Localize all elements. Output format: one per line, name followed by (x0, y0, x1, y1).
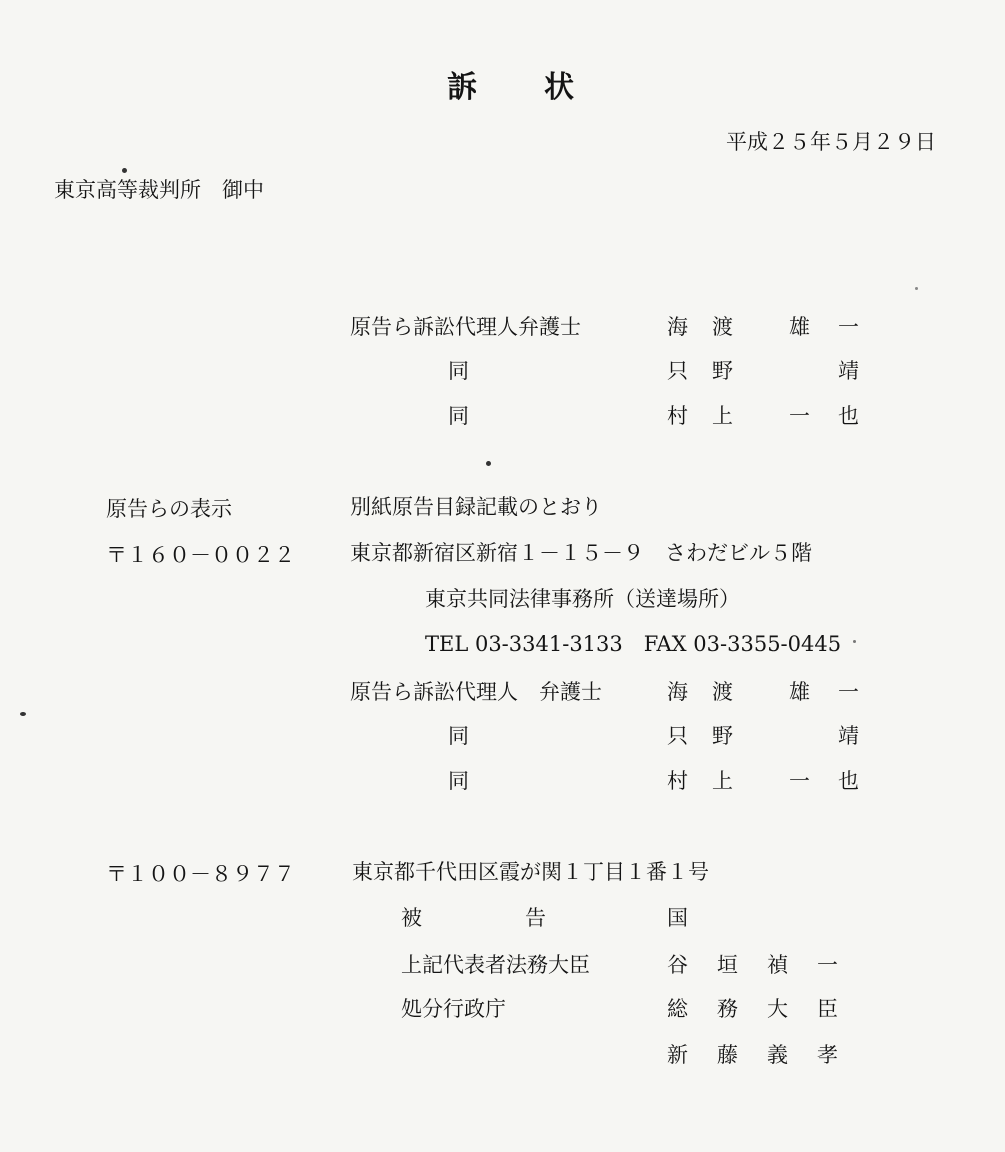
minister-char-4: 孝 (817, 1043, 838, 1067)
defendant-name: 国 (667, 906, 688, 930)
scan-speck (915, 287, 918, 290)
attorney-2-name-4: 靖 (838, 359, 859, 383)
attorney-1-name-4: 一 (838, 315, 859, 339)
representative-char-4: 一 (817, 953, 838, 977)
scan-speck (853, 640, 856, 643)
attorney-1-name-2: 渡 (712, 315, 733, 339)
attorney-2-name-2: 野 (712, 359, 733, 383)
representative-char-3: 禎 (767, 953, 788, 977)
minister-char-3: 義 (767, 1043, 788, 1067)
defendant-role-char-2: 告 (525, 906, 546, 930)
office-attorney-role: 原告ら訴訟代理人 弁護士 (350, 680, 602, 704)
attorney-2-label: 同 (448, 359, 469, 383)
minister-char-2: 藤 (717, 1043, 738, 1067)
attorney-3-name-4: 也 (838, 404, 859, 428)
attorney-3-name-2: 上 (712, 404, 733, 428)
office-attorney-2-name-2: 野 (712, 724, 733, 748)
office-attorney-3-name-4: 也 (838, 769, 859, 793)
office-name: 東京共同法律事務所（送達場所） (425, 587, 740, 611)
attorney-role: 原告ら訴訟代理人弁護士 (350, 315, 581, 339)
representative-char-1: 谷 (667, 953, 688, 977)
scan-speck (486, 461, 491, 466)
filing-date: 平成２５年５月２９日 (726, 130, 936, 154)
attorney-2-name-1: 只 (667, 359, 688, 383)
defendant-postal-code: 〒１００－８９７７ (106, 862, 295, 886)
representative-char-2: 垣 (717, 953, 738, 977)
agency-char-4: 臣 (817, 997, 838, 1021)
office-attorney-3-name-2: 上 (712, 769, 733, 793)
office-attorney-1-name-4: 一 (838, 680, 859, 704)
attorney-3-name-3: 一 (789, 404, 810, 428)
office-attorney-2-label: 同 (448, 724, 469, 748)
office-attorney-1-name-1: 海 (667, 680, 688, 704)
plaintiffs-label: 原告らの表示 (106, 497, 232, 521)
attorney-3-name-1: 村 (667, 404, 688, 428)
scan-speck (20, 712, 26, 716)
defendant-role-char-1: 被 (401, 906, 422, 930)
title-char-2: 状 (544, 70, 576, 105)
scan-speck (122, 168, 127, 173)
attorney-1-name-1: 海 (667, 315, 688, 339)
agency-char-2: 務 (717, 997, 738, 1021)
office-attorney-3-label: 同 (448, 769, 469, 793)
title-char-1: 訴 (447, 70, 479, 105)
defendant-address: 東京都千代田区霞が関１丁目１番１号 (352, 860, 709, 884)
office-address: 東京都新宿区新宿１－１５－９ さわだビル５階 (350, 541, 812, 565)
attorney-3-label: 同 (448, 404, 469, 428)
office-tel-fax: TEL 03-3341-3133 FAX 03-3355-0445 (425, 632, 842, 656)
plaintiffs-value: 別紙原告目録記載のとおり (350, 495, 602, 519)
office-attorney-2-name-1: 只 (667, 724, 688, 748)
office-attorney-3-name-3: 一 (789, 769, 810, 793)
court-addressee: 東京高等裁判所 御中 (54, 178, 264, 202)
office-attorney-3-name-1: 村 (667, 769, 688, 793)
office-attorney-2-name-4: 靖 (838, 724, 859, 748)
representative-label: 上記代表者法務大臣 (401, 953, 590, 977)
agency-char-1: 総 (667, 997, 688, 1021)
attorney-1-name-3: 雄 (789, 315, 810, 339)
office-attorney-1-name-2: 渡 (712, 680, 733, 704)
agency-char-3: 大 (767, 997, 788, 1021)
office-attorney-1-name-3: 雄 (789, 680, 810, 704)
office-postal-code: 〒１６０－００２２ (106, 543, 295, 567)
minister-char-1: 新 (667, 1043, 688, 1067)
agency-label: 処分行政庁 (401, 997, 506, 1021)
